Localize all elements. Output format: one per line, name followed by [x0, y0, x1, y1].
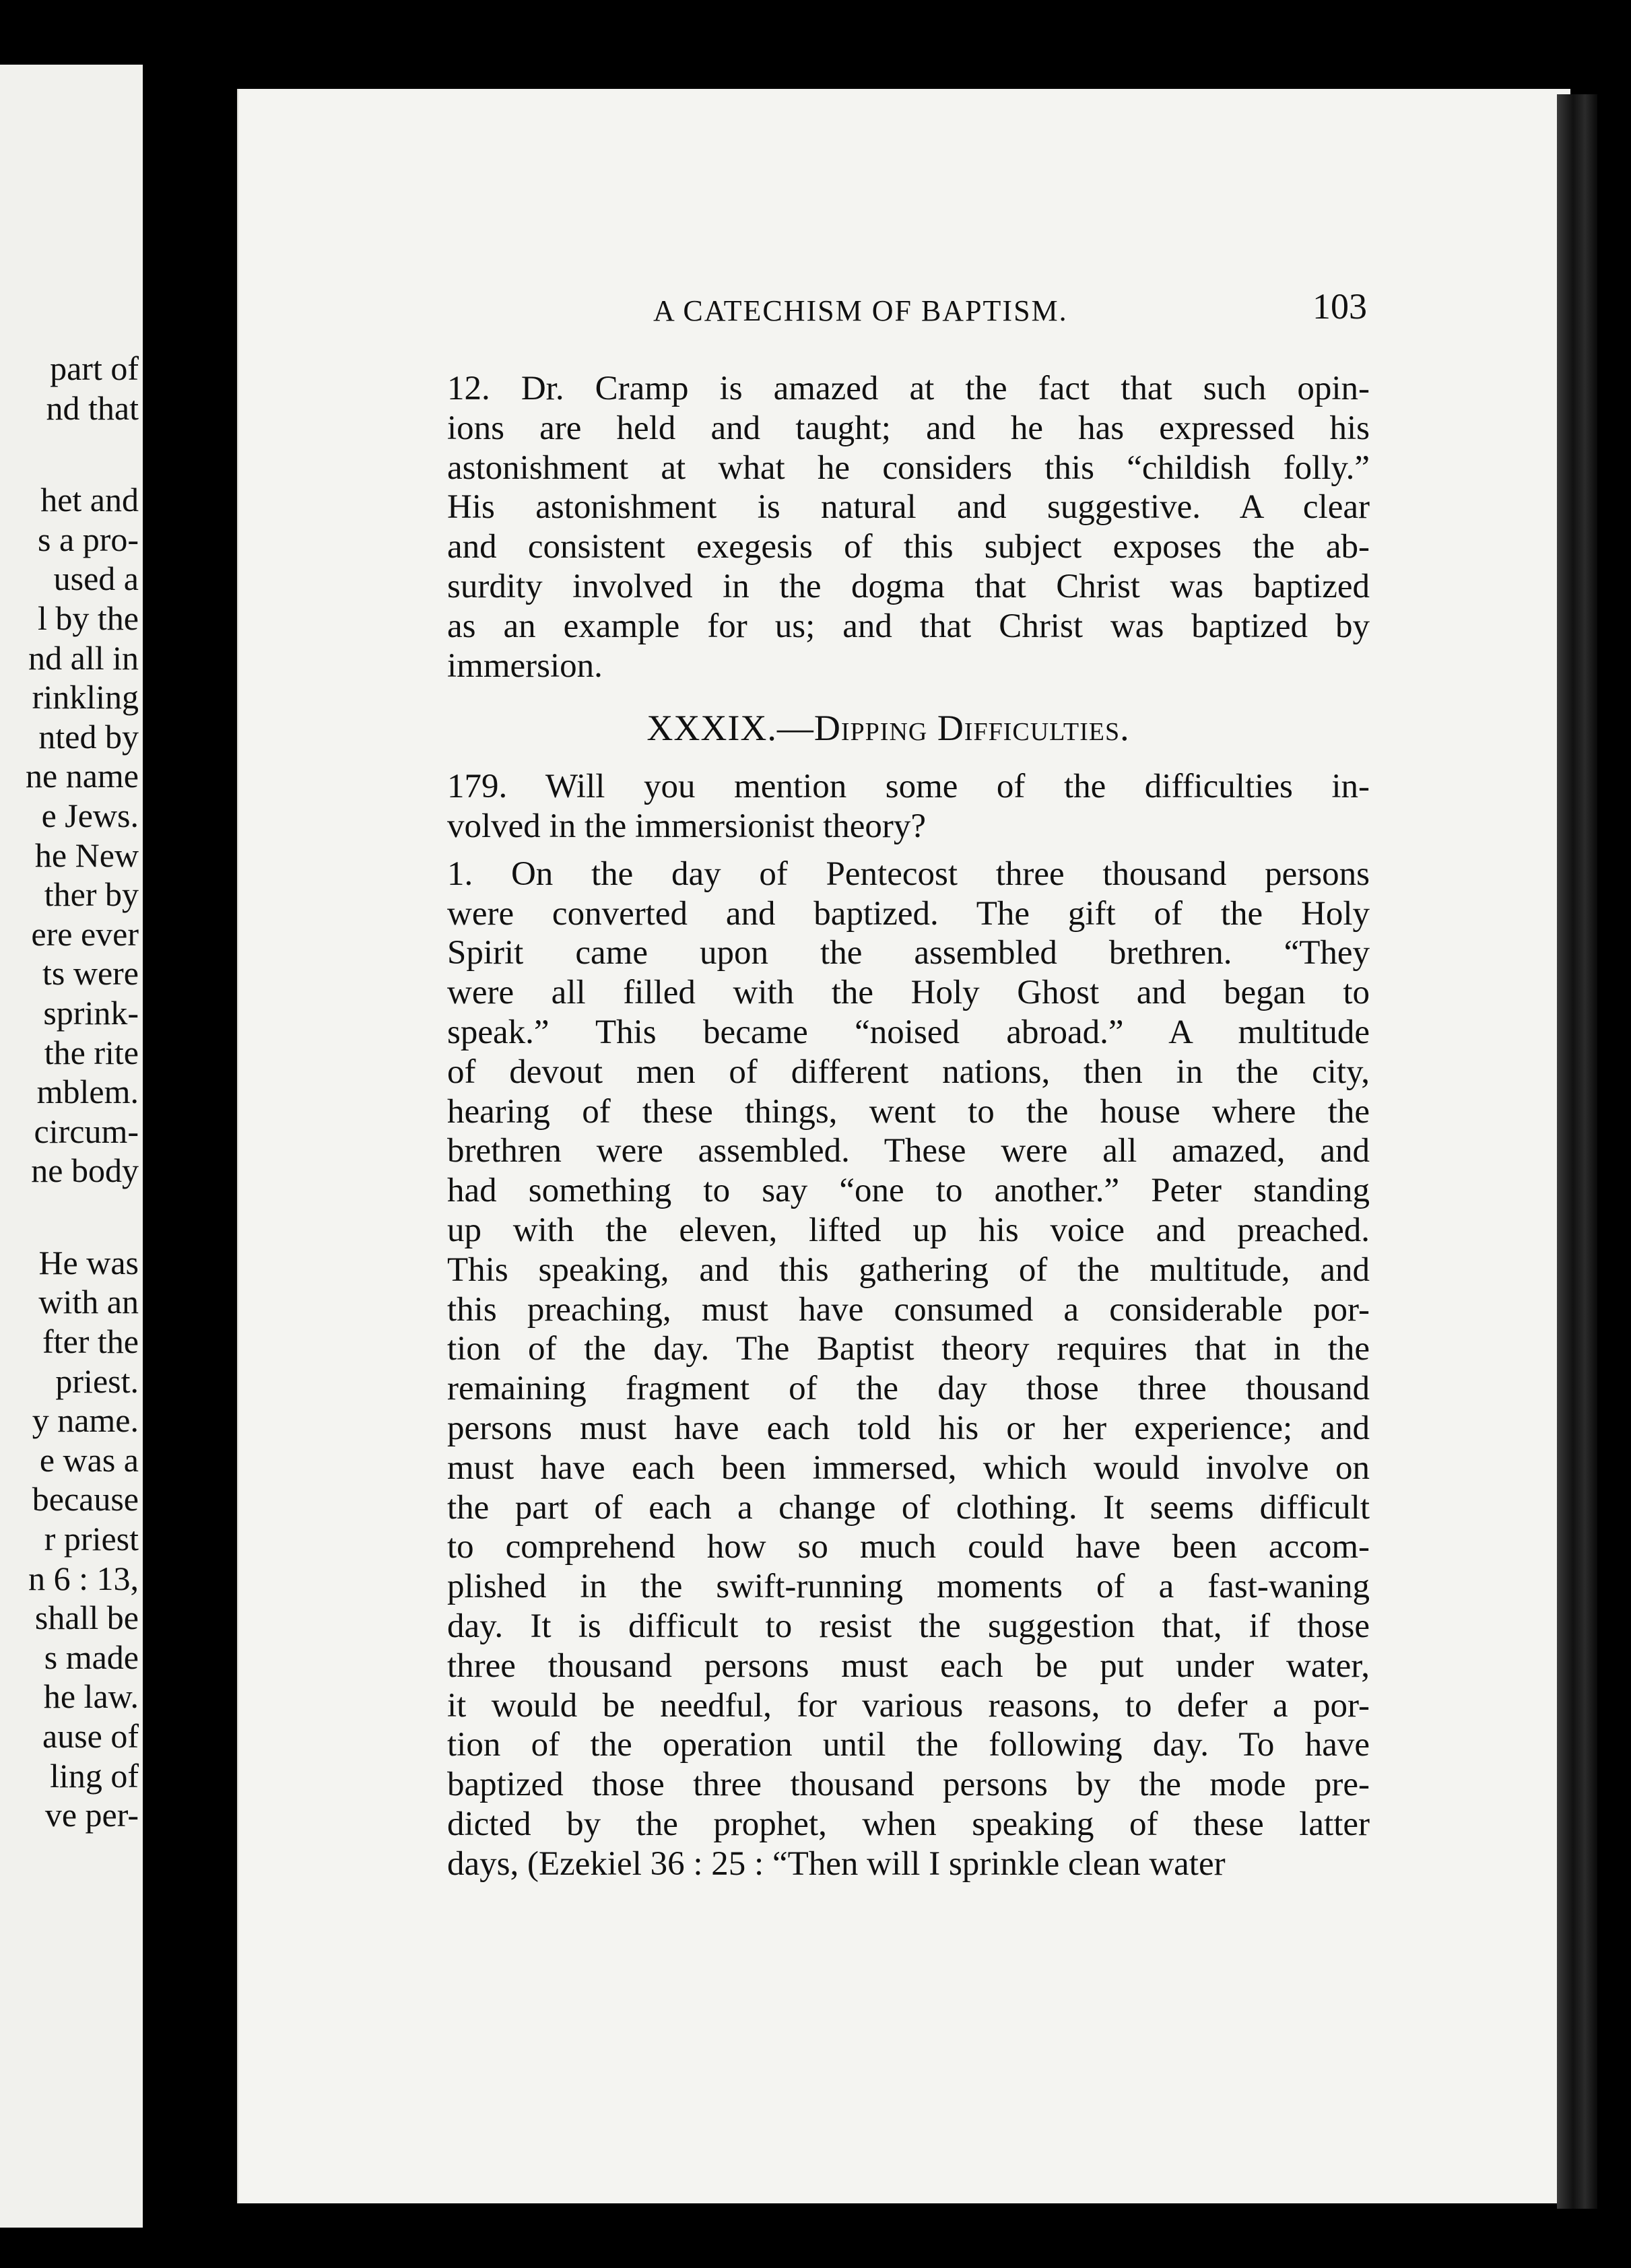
text-line: remaining fragment of the day those three thousand: [447, 1370, 1370, 1408]
left-page-line: ause of: [42, 1717, 139, 1755]
text-line: and consistent exegesis of this subject exposes the ab-: [447, 528, 1370, 566]
left-page-line: with an: [38, 1283, 139, 1321]
text-line: tion of the operation until the following day. To have: [447, 1726, 1370, 1764]
left-page-line: het and: [40, 481, 139, 519]
text-line: brethren were assembled. These were all amazed, and: [447, 1132, 1370, 1170]
left-page-line: ne name: [26, 757, 139, 795]
section-heading: [407, 708, 1370, 748]
text-line: astonishment at what he considers this “childish folly.”: [447, 448, 1370, 487]
text-line: to comprehend how so much could have been accom-: [447, 1528, 1370, 1566]
section-number: XXXIX.—: [646, 708, 814, 749]
text-line: dicted by the prophet, when speaking of these latter: [447, 1805, 1370, 1843]
text-line: surdity involved in the dogma that Christ was baptized: [447, 567, 1370, 605]
text-line: speak.” This became “noised abroad.” A multitude: [447, 1013, 1370, 1051]
text-line: days, (Ezekiel 36 : 25 : “Then will I sprinkle clean water: [447, 1844, 1226, 1883]
page-edge: [1557, 94, 1597, 2209]
left-page-text: [26, 349, 139, 1835]
left-page-line: sprink-: [43, 993, 139, 1032]
left-page-line: rinkling: [32, 678, 139, 716]
left-page-line: priest.: [55, 1362, 139, 1400]
text-line: volved in the immersionist theory?: [447, 807, 927, 845]
left-page-line: ling of: [50, 1756, 139, 1795]
text-line: must have each been immersed, which would involve on: [447, 1448, 1370, 1487]
text-line: immersion.: [447, 646, 603, 685]
left-page-line: he New: [34, 836, 139, 874]
left-page-line: ere ever: [31, 914, 139, 953]
left-page-line: nd all in: [28, 638, 139, 677]
left-facing-page: [0, 65, 143, 2228]
text-line: of devout men of different nations, then in the city,: [447, 1053, 1370, 1091]
text-line: 1. On the day of Pentecost three thousand persons: [447, 855, 1370, 893]
text-line: were converted and baptized. The gift of the Holy: [447, 894, 1370, 933]
left-page-line: [26, 1191, 139, 1243]
left-page-line: mblem.: [36, 1073, 139, 1111]
left-page-line: s made: [44, 1638, 139, 1676]
left-page-line: used a: [53, 560, 139, 598]
left-page-line: ts were: [42, 954, 139, 993]
left-page-line: n 6 : 13,: [28, 1559, 139, 1597]
text-line: plished in the swift-running moments of a fast-waning: [447, 1568, 1370, 1606]
text-line: the part of each a change of clothing. It seems difficult: [447, 1488, 1370, 1527]
left-page-line: e Jews.: [41, 796, 139, 834]
text-line: hearing of these things, went to the house where the: [447, 1092, 1370, 1131]
text-line: baptized those three thousand persons by the mode pre-: [447, 1766, 1370, 1804]
text-line: persons must have each told his or her experience; and: [447, 1409, 1370, 1447]
left-page-line: r priest: [44, 1520, 139, 1558]
text-line: were all filled with the Holy Ghost and began to: [447, 974, 1370, 1012]
left-page-line: y name.: [32, 1401, 139, 1440]
left-page-line: part of: [50, 349, 139, 387]
left-page-line: the rite: [44, 1033, 139, 1071]
text-line: day. It is difficult to resist the suggestion that, if those: [447, 1607, 1370, 1645]
left-page-line: fter the: [42, 1323, 139, 1361]
text-line: this preaching, must have consumed a considerable por-: [447, 1290, 1370, 1329]
text-line: it would be needful, for various reasons, to defer a por-: [447, 1686, 1370, 1725]
left-page-line: He was: [38, 1243, 139, 1281]
text-line: 12. Dr. Cramp is amazed at the fact that such opin-: [447, 370, 1370, 407]
left-page-line: ve per-: [44, 1796, 139, 1834]
left-page-line: [26, 428, 139, 480]
left-page-line: ne body: [31, 1152, 139, 1190]
section-title: Dipping Difficulties.: [813, 708, 1130, 749]
text-line: tion of the day. The Baptist theory requires that in the: [447, 1330, 1370, 1368]
text-line: as an example for us; and that Christ was baptized by: [447, 607, 1370, 645]
question-179: [407, 767, 1370, 846]
text-line: Spirit came upon the assembled brethren. “They: [447, 934, 1370, 972]
text-line: had something to say “one to another.” Peter standing: [447, 1172, 1370, 1210]
running-head-title: A CATECHISM OF BAPTISM.: [653, 294, 1068, 327]
page-body: [407, 369, 1370, 1883]
left-page-line: ther by: [44, 875, 139, 914]
left-page-line: nd that: [46, 389, 139, 427]
text-line: up with the eleven, lifted up his voice and preached.: [447, 1211, 1370, 1249]
text-line: 179. Will you mention some of the difficulties in-: [447, 768, 1370, 806]
left-page-line: circum-: [34, 1112, 139, 1150]
left-page-line: because: [32, 1480, 139, 1519]
text-line: This speaking, and this gathering of the multitude, and: [447, 1250, 1370, 1289]
text-line: His astonishment is natural and suggestive. A clear: [447, 488, 1370, 527]
text-line: ions are held and taught; and he has expressed his: [447, 409, 1370, 447]
left-page-line: l by the: [38, 599, 139, 637]
left-page-line: he law.: [43, 1677, 139, 1716]
paragraph-12: [407, 369, 1370, 686]
left-page-line: nted by: [38, 717, 139, 756]
text-line: three thousand persons must each be put under water,: [447, 1646, 1370, 1685]
left-page-line: e was a: [39, 1440, 139, 1479]
page-number: 103: [1312, 286, 1367, 327]
left-page-line: s a pro-: [38, 520, 139, 558]
answer-1: [407, 855, 1370, 1884]
left-page-line: shall be: [34, 1599, 139, 1637]
